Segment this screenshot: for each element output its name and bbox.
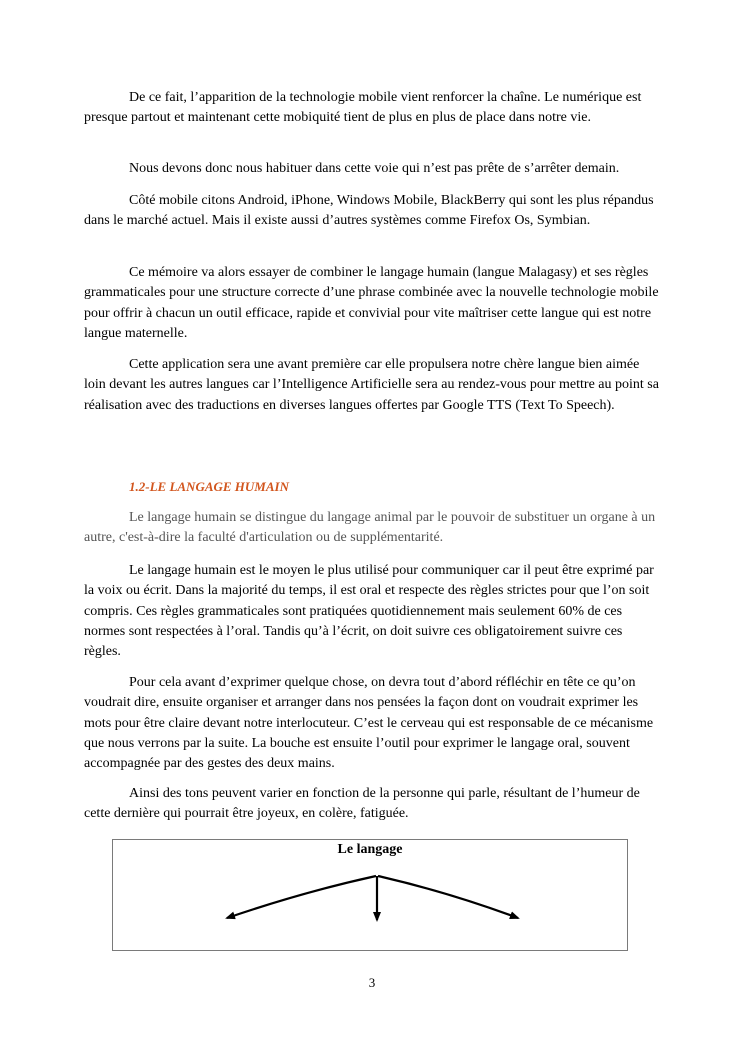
langage-diagram [112, 839, 628, 951]
paragraph-application: Cette application sera une avant première car elle propulsera notre chère langue bien aimée loin devant les autres langues car l’Intelligence Artificielle sera au rendez-vous pour mettre au point sa réalisation avec des traductions en diverses langues offertes par Google TTS (Text To Speech). [84, 357, 659, 413]
paragraph-mobile-technology: De ce fait, l’apparition de la technologie mobile vient renforcer la chaîne. Le numérique est presque partout et maintenant cette mobiquité tient de plus en plus de place dans notre vie. [84, 90, 642, 126]
diagram-arrows [113, 840, 627, 950]
paragraph-langage-moyen: Le langage humain est le moyen le plus utilisé pour communiquer car il peut être exprimé par la voix ou écrit. Dans la majorité du temps, il est oral et respecte des règles strictes pour que l’on soit compris. Ces règles grammaticales sont pratiquées quotidiennement mais seulement 60% de ces normes sont respectées à l’oral. Tandis qu’à l’écrit, on doit suivre ces obligatoirement suivre ces règles. [84, 563, 654, 660]
page-number: 3 [368, 975, 376, 990]
arrow-left [227, 876, 376, 918]
diagram-title-text: Le langage [337, 842, 403, 857]
paragraph-mobile-systems: Côté mobile citons Android, iPhone, Windows Mobile, BlackBerry qui sont les plus répandus dans le marché actuel. Mais il existe aussi d’autres systèmes comme Firefox Os, Symbian. [84, 193, 654, 229]
paragraph-tons: Ainsi des tons peuvent varier en fonction de la personne qui parle, résultant de l’humeur de cette dernière qui pourrait être joyeux, en colère, fatiguée. [84, 786, 640, 822]
paragraph-exprimer: Pour cela avant d’exprimer quelque chose, on devra tout d’abord réfléchir en tête ce qu’on voudrait dire, ensuite organiser et arranger dans nos pensées la façon dont on voudrait exprimer les mots pour être claire devant notre interlocuteur. C’est le cerveau qui est responsable de ce mécanisme que nous verrons par la suite. La bouche est ensuite l’outil pour exprimer le langage oral, souvent accompagnée par des gestes des deux mains. [84, 675, 654, 772]
paragraph-habituer: Nous devons donc nous habituer dans cette voie qui n’est pas prête de s’arrêter demain. [129, 161, 620, 176]
section-heading: 1.2-LE LANGAGE HUMAIN [129, 479, 289, 494]
paragraph-langage-distinction: Le langage humain se distingue du langage animal par le pouvoir de substituer un organe à un autre, c'est-à-dire la faculté d'articulation ou de supplémentarité. [84, 510, 656, 546]
paragraph-memoire-goal: Ce mémoire va alors essayer de combiner le langage humain (langue Malagasy) et ses règles grammaticales pour une structure correcte d’une phrase combinée avec la nouvelle technologie mobile pour offrir à chacun un outil efficace, rapide et convivial pour vite maîtriser cette langue qui est notre langue maternelle. [84, 265, 659, 341]
arrow-right [378, 876, 518, 918]
